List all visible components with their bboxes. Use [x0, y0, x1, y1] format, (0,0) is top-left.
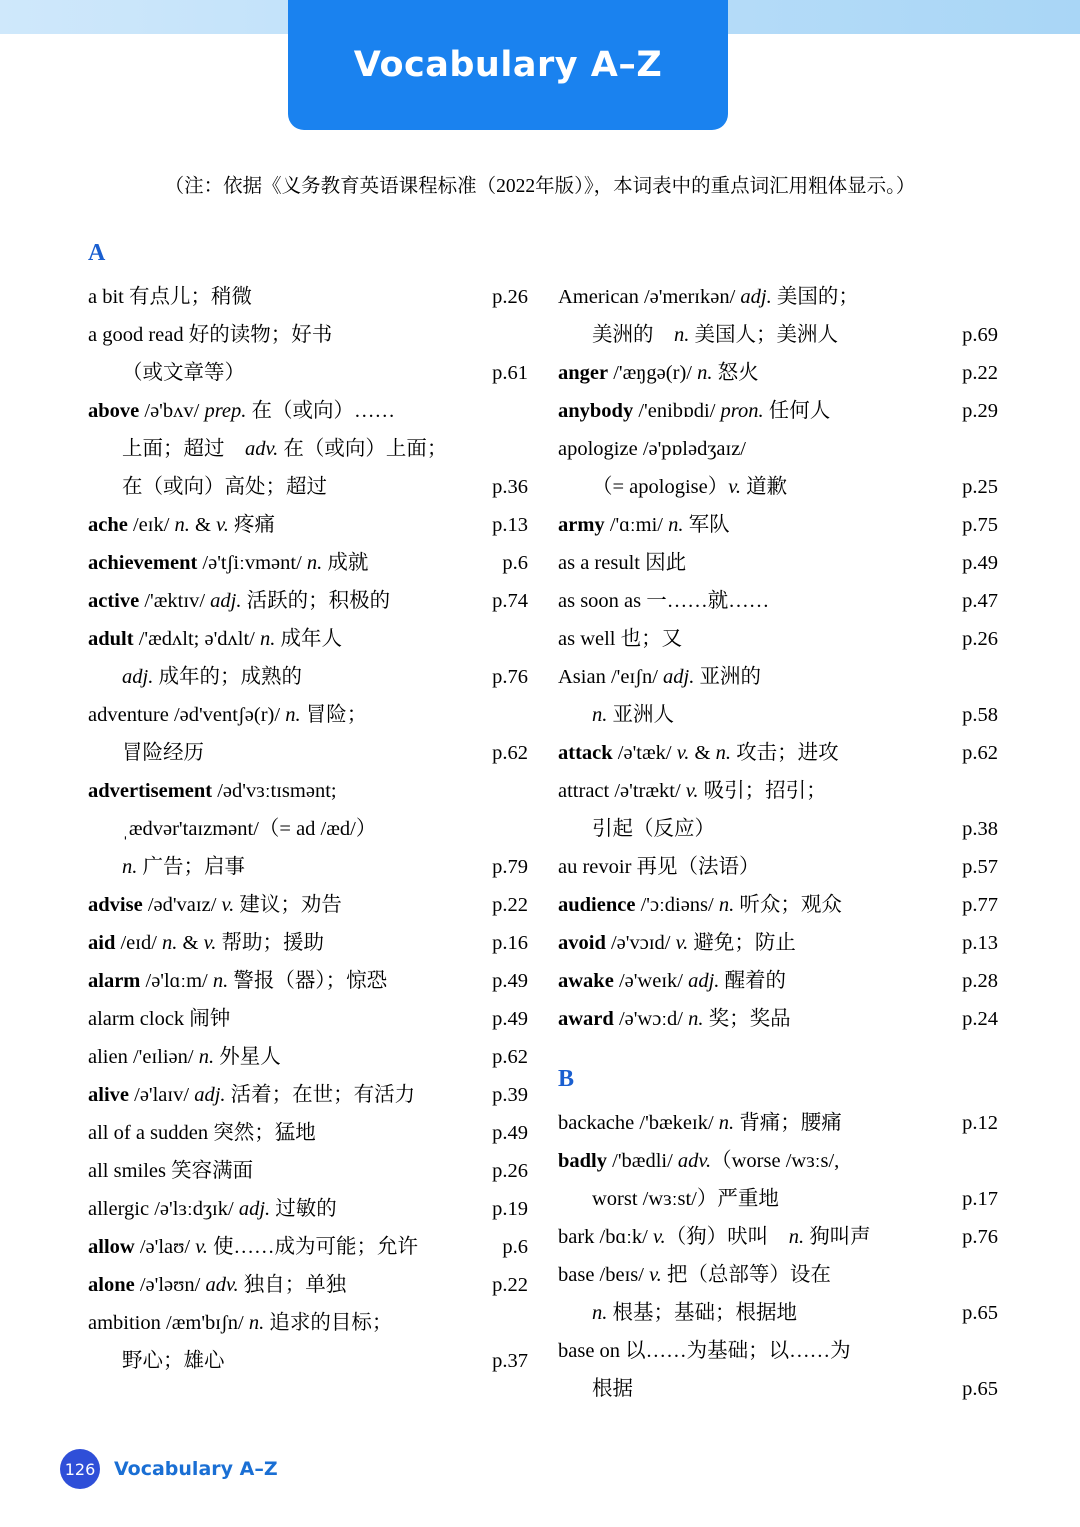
vocabulary-entry — [558, 316, 998, 354]
vocabulary-entry — [88, 1000, 528, 1038]
entry-page-ref: p.37 — [492, 1350, 528, 1372]
entry-page-ref: p.62 — [492, 1046, 528, 1068]
vocabulary-entry — [88, 354, 528, 392]
entry-page-ref: p.13 — [492, 514, 528, 536]
left-entry-list — [88, 278, 528, 1380]
vocabulary-entry — [558, 468, 998, 506]
entry-text: worst /wɜːst/）严重地 — [592, 1188, 779, 1210]
entry-page-ref: p.49 — [492, 1008, 528, 1030]
right-column — [558, 240, 998, 1408]
vocabulary-entry — [558, 924, 998, 962]
entry-text: anger /'æŋgə(r)/ n. 怒火 — [558, 362, 759, 384]
entry-text: as soon as 一……就…… — [558, 590, 770, 612]
entry-text: badly /'bædli/ adv.（worse /wɜːs/, — [558, 1150, 840, 1172]
page-title-tab — [288, 0, 728, 130]
entry-page-ref: p.25 — [962, 476, 998, 498]
entry-text: 野心；雄心 — [122, 1350, 225, 1372]
vocabulary-entry — [88, 924, 528, 962]
entry-page-ref: p.49 — [492, 1122, 528, 1144]
entry-page-ref: p.49 — [492, 970, 528, 992]
entry-text: achievement /ə'tʃiːvmənt/ n. 成就 — [88, 552, 369, 574]
entry-page-ref: p.58 — [962, 704, 998, 726]
entry-text: aid /eɪd/ n. & v. 帮助；援助 — [88, 932, 324, 954]
entry-page-ref: p.17 — [962, 1188, 998, 1210]
entry-page-ref: p.76 — [962, 1226, 998, 1248]
entry-page-ref: p.12 — [962, 1112, 998, 1134]
entry-page-ref: p.38 — [962, 818, 998, 840]
entry-text: （或文章等） — [122, 362, 245, 384]
entry-page-ref: p.29 — [962, 400, 998, 422]
entry-page-ref: p.65 — [962, 1302, 998, 1324]
letter-heading-b: B — [558, 1066, 575, 1092]
entry-text: 上面；超过 adv. 在（或向）上面； — [122, 438, 448, 460]
entry-page-ref: p.13 — [962, 932, 998, 954]
vocabulary-entry — [88, 1114, 528, 1152]
entry-page-ref: p.62 — [962, 742, 998, 764]
vocabulary-entry — [88, 962, 528, 1000]
entry-text: above /ə'bʌv/ prep. 在（或向）…… — [88, 400, 396, 422]
vocabulary-entry — [88, 1228, 528, 1266]
entry-text: base /beɪs/ v. 把（总部等）设在 — [558, 1264, 831, 1286]
vocabulary-entry — [558, 1104, 998, 1142]
vocabulary-entry — [558, 1332, 998, 1370]
entry-text: as a result 因此 — [558, 552, 687, 574]
vocabulary-entry — [88, 848, 528, 886]
right-entry-list-a — [558, 278, 998, 1038]
entry-text: audience /'ɔːdiəns/ n. 听众；观众 — [558, 894, 842, 916]
vocabulary-entry — [558, 1256, 998, 1294]
vocabulary-entry — [558, 430, 998, 468]
vocabulary-entry — [88, 1266, 528, 1304]
entry-page-ref: p.6 — [502, 1236, 528, 1258]
vocabulary-entry — [88, 1152, 528, 1190]
vocabulary-entry — [558, 848, 998, 886]
entry-text: anybody /'enibɒdi/ pron. 任何人 — [558, 400, 831, 422]
entry-page-ref: p.6 — [502, 552, 528, 574]
vocabulary-entry — [558, 962, 998, 1000]
vocabulary-entry — [88, 886, 528, 924]
vocabulary-entry — [558, 1294, 998, 1332]
entry-page-ref: p.74 — [492, 590, 528, 612]
entry-text: all smiles 笑容满面 — [88, 1160, 254, 1182]
entry-text: （= apologise）v. 道歉 — [592, 476, 788, 498]
entry-text: a bit 有点儿；稍微 — [88, 286, 252, 308]
entry-text: ˌædvər'taɪzmənt/（= ad /æd/） — [122, 818, 377, 840]
vocabulary-entry — [558, 1218, 998, 1256]
vocabulary-entry — [558, 582, 998, 620]
entry-text: n. 亚洲人 — [592, 704, 674, 726]
vocabulary-entry — [88, 658, 528, 696]
entry-page-ref: p.57 — [962, 856, 998, 878]
vocabulary-entry — [558, 734, 998, 772]
vocabulary-entry — [88, 582, 528, 620]
entry-text: a good read 好的读物；好书 — [88, 324, 333, 346]
entry-page-ref: p.26 — [962, 628, 998, 650]
entry-page-ref: p.39 — [492, 1084, 528, 1106]
vocabulary-entry — [88, 1190, 528, 1228]
vocabulary-entry — [558, 620, 998, 658]
entry-page-ref: p.77 — [962, 894, 998, 916]
vocabulary-entry — [88, 810, 528, 848]
entry-page-ref: p.26 — [492, 1160, 528, 1182]
vocabulary-entry — [558, 392, 998, 430]
vocabulary-entry — [88, 278, 528, 316]
entry-text: alive /ə'laɪv/ adj. 活着；在世；有活力 — [88, 1084, 416, 1106]
vocabulary-entry — [558, 278, 998, 316]
vocabulary-entry — [88, 620, 528, 658]
entry-page-ref: p.69 — [962, 324, 998, 346]
page-footer — [60, 1449, 278, 1489]
vocabulary-entry — [88, 468, 528, 506]
entry-text: 根据 — [592, 1378, 633, 1400]
vocabulary-entry — [558, 506, 998, 544]
vocabulary-entry — [88, 734, 528, 772]
vocabulary-entry — [558, 1180, 998, 1218]
entry-text: alone /ə'ləʊn/ adv. 独自；单独 — [88, 1274, 347, 1296]
entry-text: au revoir 再见（法语） — [558, 856, 760, 878]
vocabulary-entry — [88, 772, 528, 810]
entry-text: backache /'bækeɪk/ n. 背痛；腰痛 — [558, 1112, 842, 1134]
left-column — [88, 240, 528, 1408]
entry-page-ref: p.47 — [962, 590, 998, 612]
entry-page-ref: p.26 — [492, 286, 528, 308]
vocabulary-entry — [558, 1142, 998, 1180]
vocabulary-entry — [88, 1304, 528, 1342]
entry-page-ref: p.28 — [962, 970, 998, 992]
entry-text: 在（或向）高处；超过 — [122, 476, 327, 498]
entry-page-ref: p.22 — [492, 894, 528, 916]
vocabulary-entry — [558, 696, 998, 734]
entry-text: alarm clock 闹钟 — [88, 1008, 231, 1030]
entry-text: active /'æktɪv/ adj. 活跃的；积极的 — [88, 590, 391, 612]
standards-note: （注：依据《义务教育英语课程标准（2022年版）》，本词表中的重点词汇用粗体显示。） — [164, 176, 916, 197]
entry-text: avoid /ə'vɔɪd/ v. 避免；防止 — [558, 932, 796, 954]
entry-text: n. 广告；启事 — [122, 856, 245, 878]
page-number-badge: 126 — [60, 1449, 100, 1489]
entry-text: 美洲的 n. 美国人；美洲人 — [592, 324, 838, 346]
entry-text: attack /ə'tæk/ v. & n. 攻击；进攻 — [558, 742, 839, 764]
entry-text: attract /ə'trækt/ v. 吸引；招引； — [558, 780, 827, 802]
entry-text: bark /bɑːk/ v.（狗）吠叫 n. 狗叫声 — [558, 1226, 871, 1248]
vocabulary-entry — [88, 1076, 528, 1114]
entry-text: adj. 成年的；成熟的 — [122, 666, 302, 688]
footer-section-label: Vocabulary A–Z — [114, 1458, 278, 1480]
entry-text: n. 根基；基础；根据地 — [592, 1302, 797, 1324]
entry-page-ref: p.61 — [492, 362, 528, 384]
entry-text: 引起（反应） — [592, 818, 715, 840]
page-title: Vocabulary A–Z — [353, 45, 663, 85]
vocabulary-entry — [88, 392, 528, 430]
entry-page-ref: p.65 — [962, 1378, 998, 1400]
entry-page-ref: p.22 — [492, 1274, 528, 1296]
letter-heading-a: A — [88, 240, 106, 266]
entry-text: ache /eɪk/ n. & v. 疼痛 — [88, 514, 275, 536]
entry-text: American /ə'merɪkən/ adj. 美国的； — [558, 286, 859, 308]
entry-text: advertisement /əd'vɜːtɪsmənt; — [88, 780, 337, 802]
entry-page-ref: p.24 — [962, 1008, 998, 1030]
entry-text: alarm /ə'lɑːm/ n. 警报（器）；惊恐 — [88, 970, 388, 992]
entry-text: adult /'ædʌlt; ə'dʌlt/ n. 成年人 — [88, 628, 342, 650]
vocabulary-entry — [88, 696, 528, 734]
entry-page-ref: p.79 — [492, 856, 528, 878]
vocabulary-entry — [88, 544, 528, 582]
entry-text: adventure /əd'ventʃə(r)/ n. 冒险； — [88, 704, 368, 726]
entry-text: awake /ə'weɪk/ adj. 醒着的 — [558, 970, 787, 992]
entry-page-ref: p.36 — [492, 476, 528, 498]
entry-page-ref: p.19 — [492, 1198, 528, 1220]
vocabulary-entry — [558, 544, 998, 582]
vocabulary-entry — [88, 1342, 528, 1380]
entry-text: allergic /ə'lɜːdʒɪk/ adj. 过敏的 — [88, 1198, 337, 1220]
entry-text: army /'ɑːmi/ n. 军队 — [558, 514, 730, 536]
entry-text: allow /ə'laʊ/ v. 使……成为可能；允许 — [88, 1236, 419, 1258]
vocabulary-entry — [558, 354, 998, 392]
entry-page-ref: p.76 — [492, 666, 528, 688]
right-entry-list-b — [558, 1104, 998, 1408]
vocabulary-entry — [558, 772, 998, 810]
vocabulary-entry — [558, 886, 998, 924]
vocabulary-entry — [88, 1038, 528, 1076]
vocabulary-entry — [88, 316, 528, 354]
entry-text: ambition /æm'bɪʃn/ n. 追求的目标； — [88, 1312, 393, 1334]
entry-text: advise /əd'vaɪz/ v. 建议；劝告 — [88, 894, 342, 916]
vocabulary-entry — [88, 506, 528, 544]
letter-heading-a-continued — [558, 240, 998, 272]
entry-text: award /ə'wɔːd/ n. 奖；奖品 — [558, 1008, 791, 1030]
entry-text: all of a sudden 突然；猛地 — [88, 1122, 316, 1144]
entry-page-ref: p.75 — [962, 514, 998, 536]
vocabulary-entry — [558, 810, 998, 848]
entry-page-ref: p.49 — [962, 552, 998, 574]
entry-text: alien /'eɪliən/ n. 外星人 — [88, 1046, 281, 1068]
vocabulary-entry — [558, 1000, 998, 1038]
vocabulary-entry — [558, 658, 998, 696]
vocabulary-entry — [88, 430, 528, 468]
entry-page-ref: p.62 — [492, 742, 528, 764]
entry-text: Asian /'eɪʃn/ adj. 亚洲的 — [558, 666, 761, 688]
entry-text: base on 以……为基础；以……为 — [558, 1340, 851, 1362]
entry-text: 冒险经历 — [122, 742, 204, 764]
entry-page-ref: p.22 — [962, 362, 998, 384]
entry-text: apologize /ə'pɒlədʒaɪz/ — [558, 438, 747, 460]
entry-page-ref: p.16 — [492, 932, 528, 954]
entry-text: as well 也；又 — [558, 628, 683, 650]
entry-columns — [0, 240, 1080, 1408]
vocabulary-entry — [558, 1370, 998, 1408]
